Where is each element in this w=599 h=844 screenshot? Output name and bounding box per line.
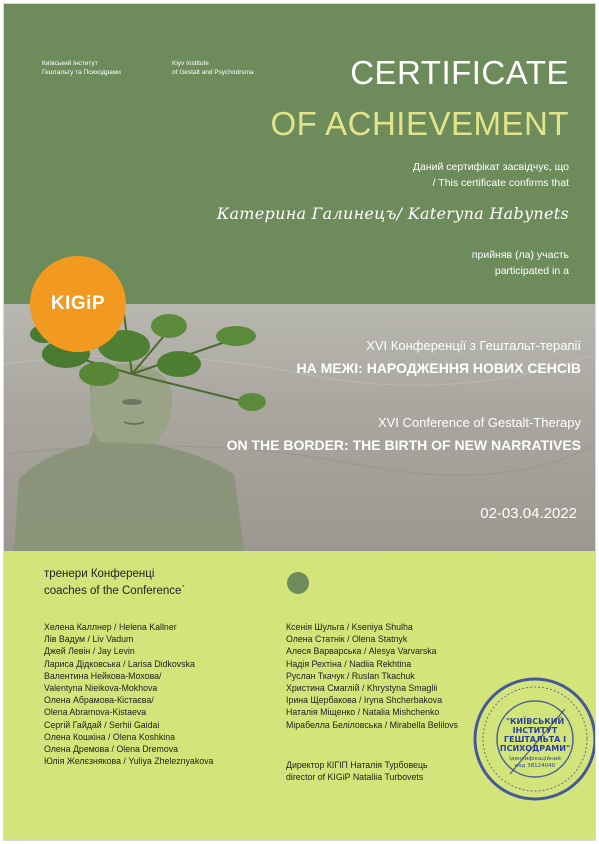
confirms-text: Даний сертифікат засвідчує, що / This certificate confirms that [412,161,569,189]
list-item: Хелена Каллнер / Helena Kallner [44,622,177,632]
list-item: Ірина Щербакова / Iryna Shcherbakova [286,695,443,706]
list-item: Сергій Гайдай / Serhii Gaidai [44,719,160,730]
conference-name-ua: XVI Конференції з Гештальт-терапії [366,338,581,353]
certificate-page [3,3,596,841]
list-item: Олена Кошкіна / Olena Koshkina [44,731,176,742]
list-item: Алеся Варварська / Alesya Varvarska [286,646,437,657]
official-seal-stamp [470,674,596,804]
list-item: Ксенія Шульга / Kseniya Shulha [286,622,413,632]
conference-theme-ua: НА МЕЖІ: НАРОДЖЕННЯ НОВИХ СЕНСІВ [296,360,581,376]
conference-name-en: XVI Conference of Gestalt-Therapy [377,415,581,430]
stamp-line: код 38124040 [514,763,556,769]
stamp-line: "КИЇВСЬКИЙ [505,717,565,726]
conference-date: 02-03.04.2022 [480,505,577,522]
stamp-line: ГЕШТАЛЬТА І [503,735,567,744]
list-item: Олена Дремова / Olena Dremova [44,744,179,755]
list-item: Мірабелла Беліловська / Mirabella Belilovs [286,719,459,730]
list-item: Джей Левін / Jay Levin [44,646,135,657]
list-item: Лариса Дідковська / Larisa Didkovska [44,658,195,669]
list-item: Наталія Міщенко / Natalia Mishchenko [286,707,440,718]
coaches-list-right [286,621,458,731]
recipient-name: Катерина Галинецъ/ Kateryna Habynets [216,204,569,223]
certificate-subtitle: OF ACHIEVEMENT [270,105,569,142]
list-item: Надія Рехтіна / Nadiia Rekhtina [286,658,412,669]
conference-theme-en: ON THE BORDER: THE BIRTH OF NEW NARRATIVES [226,437,581,453]
institute-name-en: Kiyv Institute of Gestalt and Psychodrsma [172,60,254,76]
kigip-logo: KIGiP [30,256,126,352]
participated-text: прийняв (ла) участь participated in a [471,249,569,277]
list-item: Лів Вадум / Liv Vadum [44,634,134,645]
stamp-line: Ідентифікаційний [509,756,561,762]
stamp-line: ІНСТИТУТ [512,726,558,735]
list-item: Valentyna Nieikova-Mokhova [44,683,158,694]
list-item: Олена Абрамова-Кістаєва/ [44,695,154,706]
list-item: Христина Смаглій / Khrystyna Smaglii [286,683,438,694]
certificate-title: CERTIFICATE [350,54,569,91]
decorative-dot [287,572,309,594]
coaches-list-left [44,621,213,767]
list-item: Olena Abramova-Kistaeva [44,707,147,718]
institute-name-ua: Київський Інститут Гештальту та Психодрами [42,60,121,76]
coaches-heading: тренери Конференці coaches of the Conference` [44,568,186,597]
director-signature-text: Директор КІГІП Наталія Турбовець director of KIGiP Nataliia Turbovets [286,760,428,783]
stamp-line: ПСИХОДРАМИ" [499,744,571,753]
list-item: Руслан Ткачук / Ruslan Tkachuk [286,670,415,681]
list-item: Юлія Желєзнякова / Yuliya Zheleznyakova [44,756,214,767]
list-item: Валентина Нейкова-Мохова/ [44,670,162,681]
list-item: Олена Статнік / Olena Statnyk [286,634,408,645]
